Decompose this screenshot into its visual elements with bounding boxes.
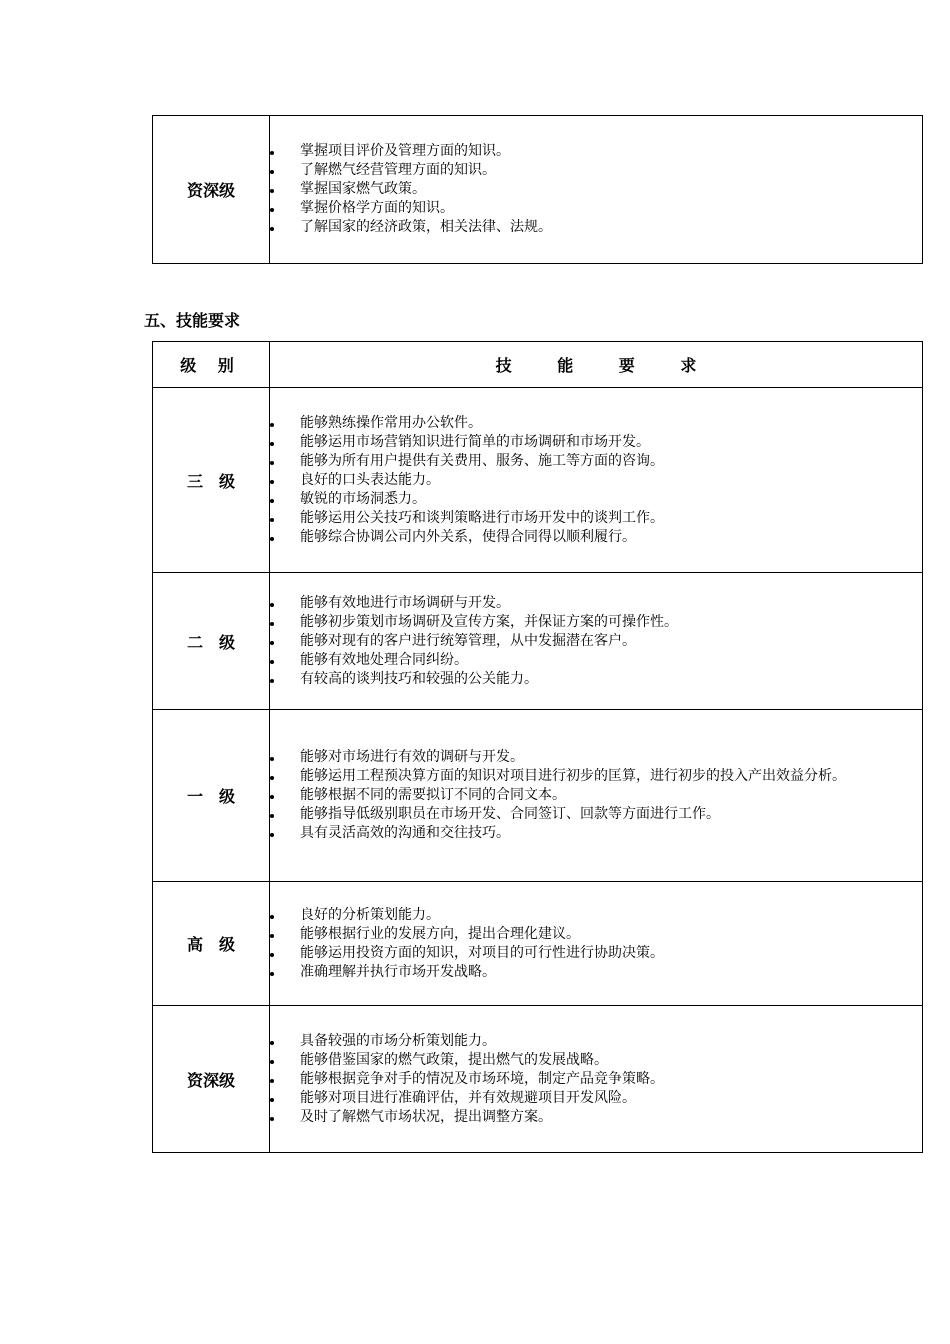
level-cell: 三 级 (153, 388, 270, 573)
list-item: 能够根据不同的需要拟订不同的合同文本。 (270, 786, 922, 805)
list-item: 良好的分析策划能力。 (270, 906, 922, 925)
list-item: 掌握项目评价及管理方面的知识。 (270, 142, 922, 161)
list-item: 及时了解燃气市场状况，提出调整方案。 (270, 1108, 922, 1127)
list-item: 能够熟练操作常用办公软件。 (270, 414, 922, 433)
list-item: 能够对现有的客户进行统筹管理，从中发掘潜在客户。 (270, 632, 922, 651)
list-item: 能够运用公关技巧和谈判策略进行市场开发中的谈判工作。 (270, 509, 922, 528)
header-skill-char: 要 (618, 356, 635, 375)
list-item: 能够为所有用户提供有关费用、服务、施工等方面的咨询。 (270, 452, 922, 471)
list-item: 能够对市场进行有效的调研与开发。 (270, 748, 922, 767)
content-cell (270, 710, 923, 882)
skills-table (152, 341, 923, 1153)
list-item: 能够借鉴国家的燃气政策，提出燃气的发展战略。 (270, 1051, 922, 1070)
list-item: 了解国家的经济政策，相关法律、法规。 (270, 218, 922, 237)
content-cell (270, 1006, 923, 1153)
level-cell: 资深级 (153, 1006, 270, 1153)
list-item: 能够根据行业的发展方向，提出合理化建议。 (270, 925, 922, 944)
list-item: 能够运用工程预决算方面的知识对项目进行初步的匡算，进行初步的投入产出效益分析。 (270, 767, 922, 786)
bullet-list (270, 748, 922, 843)
list-item: 能够指导低级别职员在市场开发、合同签订、回款等方面进行工作。 (270, 805, 922, 824)
content-cell (270, 388, 923, 573)
table-row (153, 1006, 923, 1153)
bullet-list (270, 142, 922, 237)
list-item: 能够运用投资方面的知识，对项目的可行性进行协助决策。 (270, 944, 922, 963)
list-item: 能够初步策划市场调研及宣传方案，并保证方案的可操作性。 (270, 613, 922, 632)
content-cell (270, 573, 923, 710)
list-item: 有较高的谈判技巧和较强的公关能力。 (270, 670, 922, 689)
header-skill-char: 求 (680, 356, 697, 375)
section-heading: 五、技能要求 (144, 311, 241, 330)
bullet-list (270, 414, 922, 547)
table-row (153, 882, 923, 1006)
list-item: 能够对项目进行准确评估，并有效规避项目开发风险。 (270, 1089, 922, 1108)
list-item: 能够有效地处理合同纠纷。 (270, 651, 922, 670)
list-item: 能够根据竞争对手的情况及市场环境，制定产品竞争策略。 (270, 1070, 922, 1089)
bullet-list (270, 906, 922, 982)
level-cell: 一 级 (153, 710, 270, 882)
header-level: 级 别 (153, 342, 270, 388)
header-skill-char: 能 (557, 356, 574, 375)
header-skill (270, 342, 923, 388)
bullet-list (270, 1032, 922, 1127)
list-item: 掌握价格学方面的知识。 (270, 199, 922, 218)
table-row (153, 710, 923, 882)
list-item: 能够运用市场营销知识进行简单的市场调研和市场开发。 (270, 433, 922, 452)
table-row (153, 116, 923, 264)
list-item: 能够有效地进行市场调研与开发。 (270, 594, 922, 613)
list-item: 掌握国家燃气政策。 (270, 180, 922, 199)
list-item: 敏锐的市场洞悉力。 (270, 490, 922, 509)
list-item: 准确理解并执行市场开发战略。 (270, 963, 922, 982)
level-cell: 资深级 (153, 116, 270, 264)
list-item: 具有灵活高效的沟通和交往技巧。 (270, 824, 922, 843)
content-cell (270, 116, 923, 264)
knowledge-table (152, 115, 923, 264)
list-item: 良好的口头表达能力。 (270, 471, 922, 490)
list-item: 具备较强的市场分析策划能力。 (270, 1032, 922, 1051)
content-cell (270, 882, 923, 1006)
list-item: 了解燃气经营管理方面的知识。 (270, 161, 922, 180)
list-item: 能够综合协调公司内外关系，使得合同得以顺利履行。 (270, 528, 922, 547)
bullet-list (270, 594, 922, 689)
level-cell: 高 级 (153, 882, 270, 1006)
table-row (153, 573, 923, 710)
table-row (153, 388, 923, 573)
table-header-row (153, 342, 923, 388)
level-cell: 二 级 (153, 573, 270, 710)
header-skill-char: 技 (495, 356, 512, 375)
